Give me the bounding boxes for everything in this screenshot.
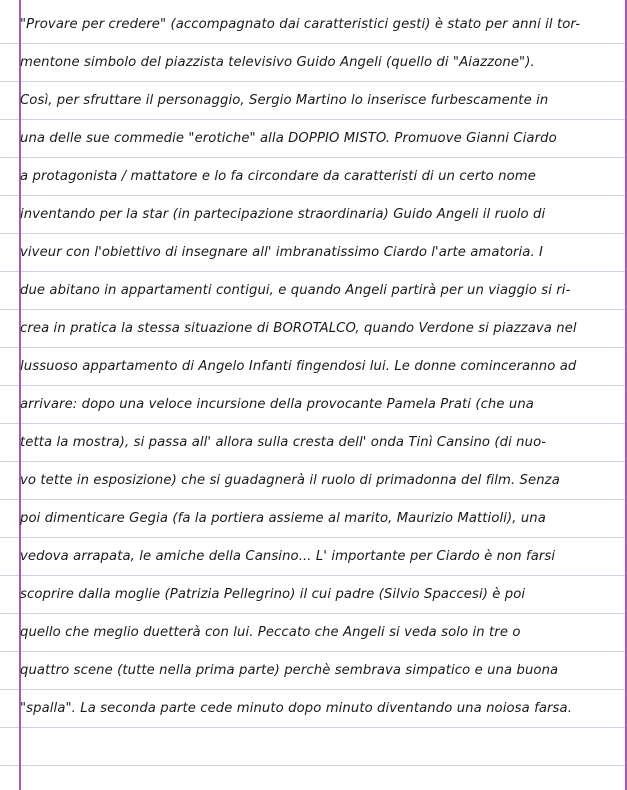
- text-line: "spalla". La seconda parte cede minuto dopo minuto diventando una noiosa farsa.: [20, 701, 572, 716]
- text-line: lussuoso appartamento di Angelo Infanti fingendosi lui. Le donne cominceranno ad: [20, 359, 577, 374]
- handwritten-text: [20, 0, 623, 722]
- text-line: poi dimenticare Gegia (fa la portiera assieme al marito, Maurizio Mattioli), una: [20, 511, 546, 526]
- text-line: una delle sue commedie "erotiche" alla DOPPIO MISTO. Promuove Gianni Ciardo: [20, 131, 557, 146]
- text-line: "Provare per credere" (accompagnato dai caratteristici gesti) è stato per anni il tor-: [20, 17, 581, 32]
- text-line: inventando per la star (in partecipazione straordinaria) Guido Angeli il ruolo di: [20, 207, 546, 222]
- text-line: scoprire dalla moglie (Patrizia Pellegrino) il cui padre (Silvio Spaccesi) è poi: [20, 587, 526, 602]
- text-line: vedova arrapata, le amiche della Cansino... L' importante per Ciardo è non farsi: [20, 549, 556, 564]
- text-line: quello che meglio duetterà con lui. Peccato che Angeli si veda solo in tre o: [20, 625, 521, 640]
- text-line: tetta la mostra), si passa all' allora sulla cresta dell' onda Tinì Cansino (di nuo-: [20, 435, 547, 450]
- text-line: quattro scene (tutte nella prima parte) perchè sembrava simpatico e una buona: [20, 663, 559, 678]
- text-line: viveur con l'obiettivo di insegnare all' imbranatissimo Ciardo l'arte amatoria. I: [20, 245, 544, 260]
- text-line: crea in pratica la stessa situazione di BOROTALCO, quando Verdone si piazzava nel: [20, 321, 577, 336]
- text-line: Così, per sfruttare il personaggio, Sergio Martino lo inserisce furbescamente in: [20, 93, 549, 108]
- text-line: vo tette in esposizione) che si guadagnerà il ruolo di primadonna del film. Senza: [20, 473, 560, 488]
- text-line: a protagonista / mattatore e lo fa circondare da caratteristi di un certo nome: [20, 169, 536, 184]
- text-line: mentone simbolo del piazzista televisivo Guido Angeli (quello di "Aiazzone").: [20, 55, 535, 70]
- text-line: arrivare: dopo una veloce incursione della provocante Pamela Prati (che una: [20, 397, 534, 412]
- text-line: due abitano in appartamenti contigui, e quando Angeli partirà per un viaggio si ri-: [20, 283, 571, 298]
